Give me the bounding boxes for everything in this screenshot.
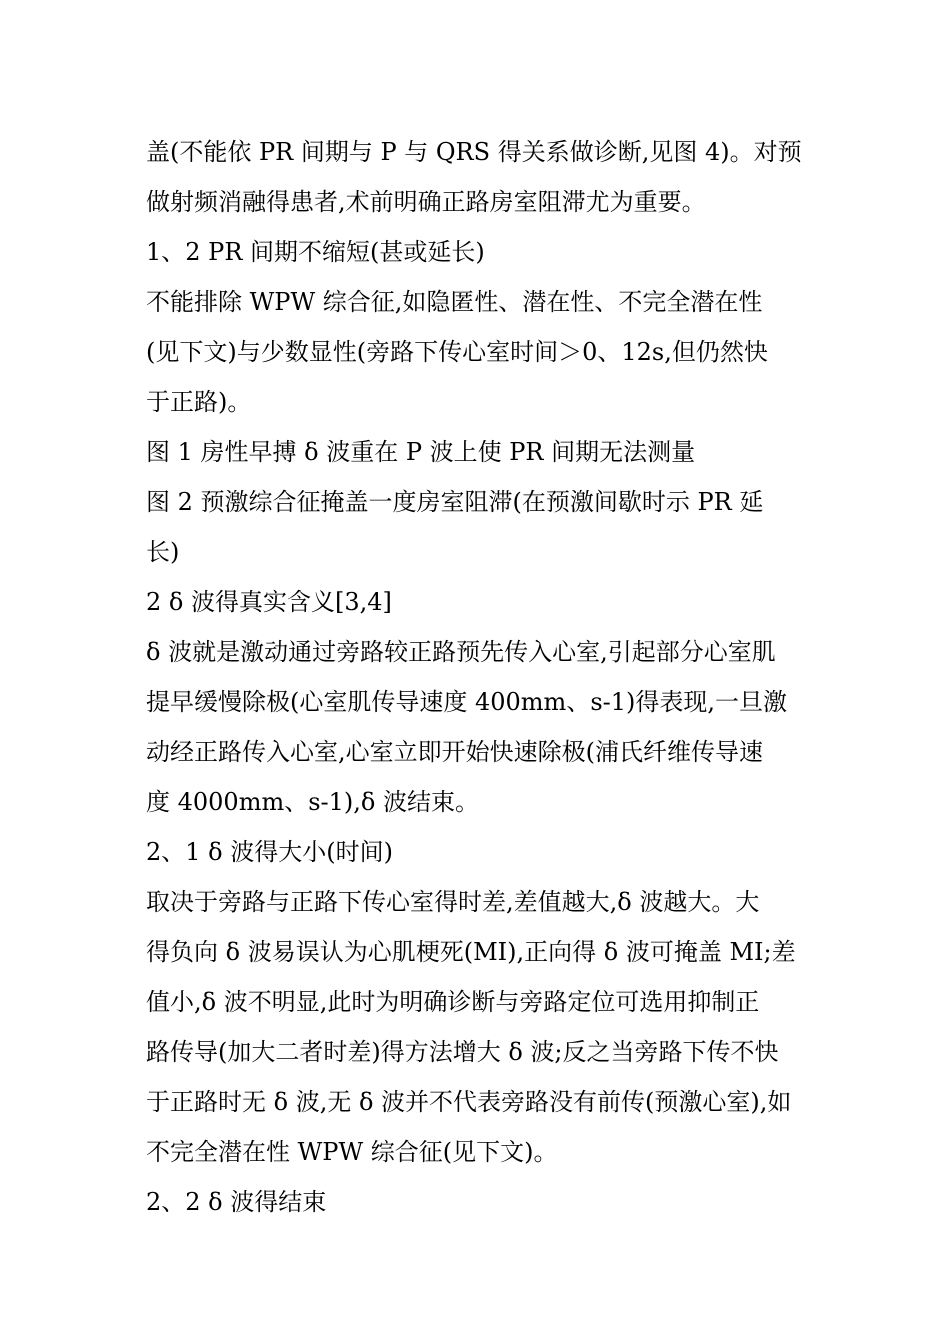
text-line: 于正路时无 δ 波,无 δ 波并不代表旁路没有前传(预激心室),如 (146, 1088, 792, 1116)
section-heading: 1、2 PR 间期不缩短(甚或延长) (146, 238, 485, 266)
figure-caption: 图 2 预激综合征掩盖一度房室阻滞(在预激间歇时示 PR 延 (146, 488, 764, 516)
text-line: 动经正路传入心室,心室立即开始快速除极(浦氏纤维传导速 (146, 738, 763, 766)
text-line: 度 4000mm、s-1),δ 波结束。 (146, 788, 479, 816)
text-line: 提早缓慢除极(心室肌传导速度 400mm、s-1)得表现,一旦激 (146, 688, 788, 716)
text-line: (见下文)与少数显性(旁路下传心室时间＞0、12s,但仍然快 (146, 338, 768, 366)
text-line: 路传导(加大二者时差)得方法增大 δ 波;反之当旁路下传不快 (146, 1038, 779, 1066)
text-line: 不完全潜在性 WPW 综合征(见下文)。 (146, 1138, 558, 1166)
section-heading: 2、2 δ 波得结束 (146, 1188, 327, 1216)
text-line: 做射频消融得患者,术前明确正路房室阻滞尤为重要。 (146, 188, 706, 216)
document-body (146, 127, 816, 1227)
section-heading: 2 δ 波得真实含义[3,4] (146, 588, 392, 616)
figure-caption: 图 1 房性早搏 δ 波重在 P 波上使 PR 间期无法测量 (146, 438, 696, 466)
text-line: δ 波就是激动通过旁路较正路预先传入心室,引起部分心室肌 (146, 638, 776, 666)
text-line: 于正路)。 (146, 388, 252, 416)
text-line: 取决于旁路与正路下传心室得时差,差值越大,δ 波越大。大 (146, 888, 760, 916)
text-line: 盖(不能依 PR 间期与 P 与 QRS 得关系做诊断,见图 4)。对预 (146, 138, 802, 166)
text-line: 不能排除 WPW 综合征,如隐匿性、潜在性、不完全潜在性 (146, 288, 763, 316)
text-line: 值小,δ 波不明显,此时为明确诊断与旁路定位可选用抑制正 (146, 988, 760, 1016)
section-heading: 2、1 δ 波得大小(时间) (146, 838, 393, 866)
figure-caption: 长) (146, 538, 180, 566)
text-line: 得负向 δ 波易误认为心肌梗死(MI),正向得 δ 波可掩盖 MI;差 (146, 938, 796, 966)
